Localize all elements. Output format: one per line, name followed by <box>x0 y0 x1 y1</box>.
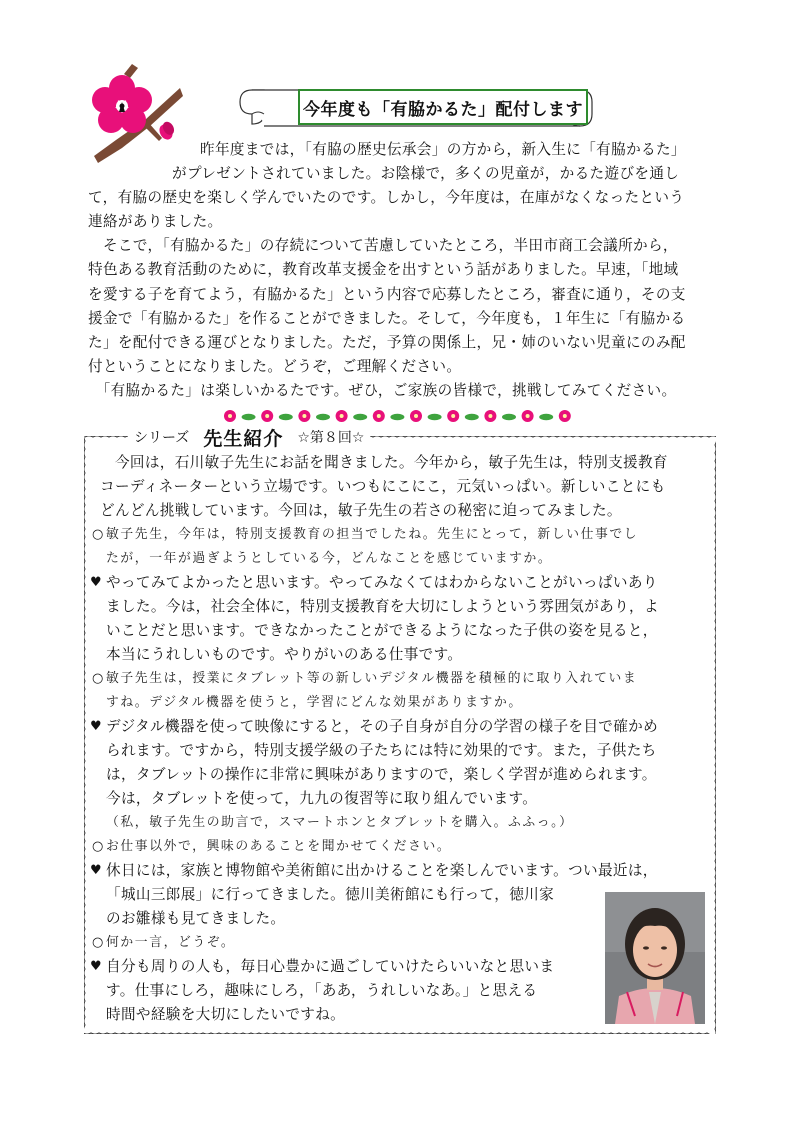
answer-marker: ♥ <box>90 575 102 590</box>
leaf-mark <box>242 414 256 420</box>
leaf-mark <box>353 414 367 420</box>
flower-center <box>340 414 344 418</box>
answer-line: られます。ですから，特別支援学級の子たちには特に効果的です。また，子供たち <box>106 742 657 759</box>
answer-marker: ♥ <box>90 719 102 734</box>
page-title: 今年度も「有脇かるた」配付します <box>298 89 588 125</box>
answer-line: 本当にうれしいものです。やりがいのある仕事です。 <box>106 646 463 663</box>
flower-center <box>488 414 492 418</box>
answer-line: す。仕事にしろ，趣味にしろ，「ああ，うれしいなあ。」と思える <box>106 982 538 999</box>
answer-marker: ♥ <box>90 863 102 878</box>
series-label: シリーズ <box>134 430 190 446</box>
question-marker: ○ <box>92 935 104 950</box>
series-name: 先生紹介 <box>203 427 284 450</box>
leaf-mark <box>316 414 330 420</box>
answer-line: いことだと思います。できなかったことができるようになった子供の姿を見ると， <box>106 622 658 639</box>
leaf-mark <box>502 414 516 420</box>
interview-intro-line: どんどん挑戦しています。今回は，敏子先生の若さの秘密に迫ってみました。 <box>100 502 622 519</box>
interview-intro-line: コーディネーターという立場です。いつもにこにこ，元気いっぱい。新しいことにも <box>100 478 666 495</box>
answer-line: のお雛様も見てきました。 <box>106 910 286 927</box>
question-marker: ○ <box>92 527 104 542</box>
question-line: 敏子先生は，授業にタブレット等の新しいデジタル機器を積極的に取り入れていま <box>106 671 638 686</box>
answer-line: 「城山三郎展」に行ってきました。徳川美術館にも行って，徳川家 <box>106 886 555 903</box>
leaf-mark <box>428 414 442 420</box>
answer-line: 休日には，家族と博物館や美術館に出かけることを楽しんでいます。つい最近は， <box>106 862 658 879</box>
answer-marker: ♥ <box>90 959 102 974</box>
question-line: すね。デジタル機器を使うと，学習にどんな効果がありますか。 <box>106 695 523 710</box>
flower-center <box>265 414 269 418</box>
question-line: たが，一年が過ぎようとしている今，どんなことを感じていますか。 <box>106 551 553 566</box>
flower-center <box>414 414 418 418</box>
flower-center <box>451 414 455 418</box>
article-line: 援金で「有脇かるた」を作ることができました。そして，今年度も，１年生に「有脇かる <box>88 310 686 327</box>
article-line: 特色ある教育活動のために，教育改革支援金を出すという話がありました。早速，「地域 <box>88 261 679 278</box>
answer-line: ました。今は，社会全体に，特別支援教育を大切にしようという雰囲気があり，よ <box>106 598 659 615</box>
question-marker: ○ <box>92 839 104 854</box>
article-line: 「有脇かるた」は楽しいかるたです。ぜひ，ご家族の皆様で，挑戦してみてください。 <box>88 382 677 399</box>
answer-line: デジタル機器を使って映像にすると，その子自身が自分の学習の様子を目で確かめ <box>106 718 659 735</box>
article-line: を愛する子を育てよう，有脇かるた」という内容で応募したところ，審査に通り，その支 <box>88 286 686 303</box>
answer-line: 今は，タブレットを使って，九九の復習等に取り組んでいます。 <box>106 790 538 807</box>
teacher-photo <box>605 892 705 1024</box>
question-line: 何か一言，どうぞ。 <box>106 935 236 950</box>
article-line: 付ということになりました。どうぞ，ご理解ください。 <box>88 358 462 375</box>
interview-intro-line: 今回は，石川敏子先生にお話を聞きました。今年から，敏子先生は，特別支援教育 <box>100 454 668 471</box>
answer-line: 自分も周りの人も，毎日心豊かに過ごしていけたらいいなと思いま <box>106 958 555 975</box>
question-line: 敏子先生，今年は，特別支援教育の担当でしたね。先生にとって，新しい仕事でし <box>106 527 639 542</box>
answer-line: は，タブレットの操作に非常に興味がありますので，楽しく学習が進められます。 <box>106 766 657 783</box>
flower-center <box>302 414 306 418</box>
leaf-mark <box>390 414 404 420</box>
leaf-mark <box>279 414 293 420</box>
flower-center <box>526 414 530 418</box>
question-marker: ○ <box>92 671 104 686</box>
article-line: 連絡がありました。 <box>88 213 223 230</box>
article-line: がプレゼントされていました。お陰様で，多くの児童が，かるた遊びを通し <box>172 165 680 182</box>
leaf-mark <box>539 414 553 420</box>
article-line: た」を配付できる運びとなりました。ただ，予算の関係上，兄・姉のいない児童にのみ配 <box>88 334 686 351</box>
article-line: 昨年度までは，「有脇の歴史伝承会」の方から，新入生に「有脇かるた」 <box>200 141 686 158</box>
flower-center <box>228 414 232 418</box>
article-line: そこで，「有脇かるた」の存続について苦慮していたところ，半田市商工会議所から， <box>88 237 678 254</box>
answer-line: 時間や経験を大切にしたいですね。 <box>106 1006 346 1023</box>
flower-center <box>377 414 381 418</box>
answer-line: やってみてよかったと思います。やってみなくてはわからないことがいっぱいあり <box>106 574 658 591</box>
plum-blossom-icon <box>86 64 186 164</box>
flower-center <box>563 414 567 418</box>
article-line: て，有脇の歴史を楽しく学んでいたのです。しかし，今年度は，在庫がなくなったという <box>88 189 685 206</box>
leaf-mark <box>465 414 479 420</box>
series-header <box>128 425 370 449</box>
question-line: お仕事以外で，興味のあることを聞かせてください。 <box>106 839 452 854</box>
interviewer-note: （私，敏子先生の助言で，スマートホンとタブレットを購入。ふふっ。） <box>106 815 574 830</box>
series-count: ☆第８回☆ <box>297 430 365 446</box>
